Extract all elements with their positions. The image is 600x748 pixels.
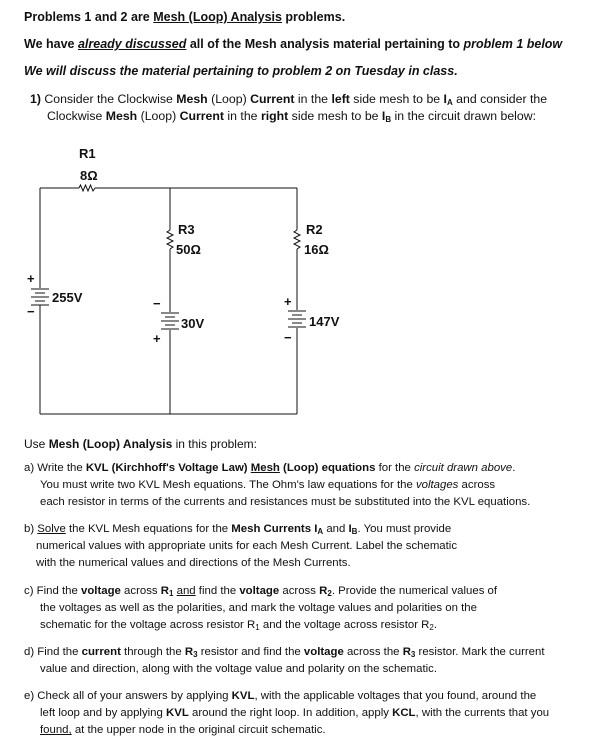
p1-current: Current <box>179 109 225 123</box>
r3-value: 50Ω <box>176 242 201 257</box>
c-text: across <box>120 585 161 597</box>
c-text: schematic for the voltage across resistor R <box>40 619 256 631</box>
c-text: . <box>433 619 438 631</box>
item-e-line-1 <box>24 688 536 704</box>
header-line-2 <box>24 37 562 51</box>
e-text: at the upper node in the original circuit schematic. <box>71 724 326 736</box>
b-text: . You must provide <box>357 523 452 535</box>
c-r1: R <box>160 585 169 597</box>
r2-value: 16Ω <box>304 242 329 257</box>
p1-mesh: Mesh <box>105 109 138 123</box>
p1-left: left <box>331 92 350 106</box>
d-voltage: voltage <box>303 646 344 658</box>
c-r2-sub: 2 <box>429 623 434 632</box>
v255-label: 255V <box>52 290 83 305</box>
header-text: all of the Mesh analysis material pertaining to <box>186 37 464 51</box>
header-text: Problems 1 and 2 are <box>24 10 154 24</box>
d-text: d) Find the <box>24 646 82 658</box>
e-kvl: KVL <box>231 690 255 702</box>
c-text: and the voltage across resistor R <box>259 619 430 631</box>
p1-text: in the circuit drawn below: <box>391 109 537 123</box>
d-r3: R <box>184 646 194 658</box>
p1-text: (Loop) <box>207 92 251 106</box>
v147-source <box>288 311 306 327</box>
p1-ib-sub: B <box>385 115 392 124</box>
c-text: c) Find the <box>24 585 81 597</box>
item-b-line-3: with the numerical values and directions of the Mesh Currents. <box>36 557 351 569</box>
b-ib: I <box>348 523 352 535</box>
p1-ia: I <box>443 92 447 106</box>
v30-label: 30V <box>181 316 205 331</box>
r3-resistor <box>167 230 173 249</box>
d-text: resistor. Mark the current <box>415 646 545 658</box>
problem-number: 1) <box>30 92 41 106</box>
p1-text: and consider the <box>452 92 548 106</box>
circuit-schematic <box>0 130 600 430</box>
c-r2: R <box>319 585 328 597</box>
e-text: around the right loop. In addition, apply <box>188 707 393 719</box>
item-d-line-2: value and direction, along with the voltage value and polarity on the schematic. <box>40 663 438 675</box>
b-mesh-currents: Mesh Currents I <box>231 523 318 535</box>
b-text: and <box>323 523 349 535</box>
item-e-line-2 <box>40 705 549 721</box>
c-text: find the <box>195 585 240 597</box>
a-text: a) Write the <box>24 462 86 474</box>
p1-ib: I <box>381 109 386 123</box>
b-text: the KVL Mesh equations for the <box>65 523 232 535</box>
item-a-line-2 <box>40 477 495 493</box>
r3-name: R3 <box>178 222 195 237</box>
d-text: resistor and find the <box>197 646 304 658</box>
v147-plus: + <box>284 294 292 309</box>
c-voltage: voltage <box>239 585 280 597</box>
item-a-line-3: each resistor in terms of the currents and resistances must be substituted into the KVL equations. <box>40 496 531 508</box>
c-voltage: voltage <box>80 585 121 597</box>
e-kcl: KCL <box>392 707 416 719</box>
p1-text: side mesh to be <box>349 92 444 106</box>
e-text: left loop and by applying <box>40 707 167 719</box>
item-c-line-3 <box>40 617 437 636</box>
intro-mesh: Mesh (Loop) Analysis <box>48 437 173 451</box>
a-kvl: KVL (Kirchhoff's Voltage Law) <box>85 462 248 474</box>
c-text: across <box>279 585 320 597</box>
e-kvl: KVL <box>166 707 189 719</box>
header-problem1: problem 1 below <box>463 37 563 51</box>
a-voltages: voltages <box>415 479 459 491</box>
a-mesh: Mesh <box>250 462 280 474</box>
p1-text: in the <box>294 92 332 106</box>
r2-name: R2 <box>306 222 323 237</box>
a-text: You must write two KVL Mesh equations. The Ohm's law equations for the <box>40 479 416 491</box>
d-r3-sub: 3 <box>193 650 198 659</box>
p1-text: side mesh to be <box>288 109 382 123</box>
item-e-line-3 <box>40 722 326 738</box>
b-text: b) <box>24 523 38 535</box>
header-mesh-analysis: Mesh (Loop) Analysis <box>153 10 282 24</box>
d-r3: R <box>402 646 411 658</box>
c-r1-sub: 1 <box>255 623 260 632</box>
header-text: We have <box>24 37 78 51</box>
p1-current: Current <box>250 92 295 106</box>
problem1-line-2 <box>47 109 536 124</box>
v255-source <box>31 289 49 305</box>
c-r2-sub: 2 <box>327 589 332 598</box>
a-text: for the <box>375 462 415 474</box>
item-a-line-1 <box>24 460 515 476</box>
d-text: through the <box>120 646 185 658</box>
p1-right: right <box>260 109 289 123</box>
r2-resistor <box>294 230 300 249</box>
v30-source <box>161 313 179 329</box>
p1-text: Consider the Clockwise <box>40 92 177 106</box>
header-already-discussed: already discussed <box>77 37 187 51</box>
header-line-1 <box>24 10 345 24</box>
intro-text: Use <box>24 437 49 451</box>
item-c-line-2: the voltages as well as the polarities, and mark the voltage values and polarities on the <box>40 602 477 614</box>
e-text: , with the currents that you <box>415 707 550 719</box>
d-current: current <box>81 646 121 658</box>
e-text: e) Check all of your answers by applying <box>24 690 232 702</box>
r1-name: R1 <box>79 146 96 161</box>
d-r3-sub: 3 <box>410 650 416 659</box>
p1-ia-sub: A <box>446 98 453 107</box>
v147-label: 147V <box>309 314 340 329</box>
b-ia-sub: A <box>317 527 324 536</box>
c-and: and <box>176 585 196 597</box>
p1-text: Clockwise <box>47 109 106 123</box>
c-r1-sub: 1 <box>169 589 174 598</box>
a-circuit: circuit drawn above <box>414 462 513 474</box>
e-text: , with the applicable voltages that you found, around the <box>254 690 537 702</box>
v255-plus: + <box>27 271 35 286</box>
v255-minus: − <box>27 304 35 319</box>
problem1-line-1 <box>30 92 547 107</box>
e-found: found, <box>40 724 72 736</box>
header-line-3: We will discuss the material pertaining to problem 2 on Tuesday in class. <box>24 64 458 78</box>
p1-text: in the <box>224 109 261 123</box>
v30-plus: + <box>153 331 161 346</box>
r1-value: 8Ω <box>80 168 98 183</box>
a-loop-eq: (Loop) equations <box>279 462 376 474</box>
a-text: . <box>512 462 516 474</box>
instructions-intro <box>24 436 257 452</box>
c-text: . Provide the numerical values of <box>331 585 498 597</box>
p1-mesh: Mesh <box>176 92 208 106</box>
a-text: across <box>458 479 496 491</box>
v30-minus: − <box>153 296 161 311</box>
p1-text: (Loop) <box>137 109 180 123</box>
item-b-line-2: numerical values with appropriate units for each Mesh Current. Label the schematic <box>36 540 458 552</box>
r1-resistor <box>79 185 95 191</box>
header-text: problems. <box>281 10 346 24</box>
b-ib-sub: B <box>351 527 358 536</box>
b-solve: Solve <box>37 523 66 535</box>
d-text: across the <box>343 646 403 658</box>
v147-minus: − <box>284 330 292 345</box>
intro-text: in this problem: <box>172 437 257 451</box>
